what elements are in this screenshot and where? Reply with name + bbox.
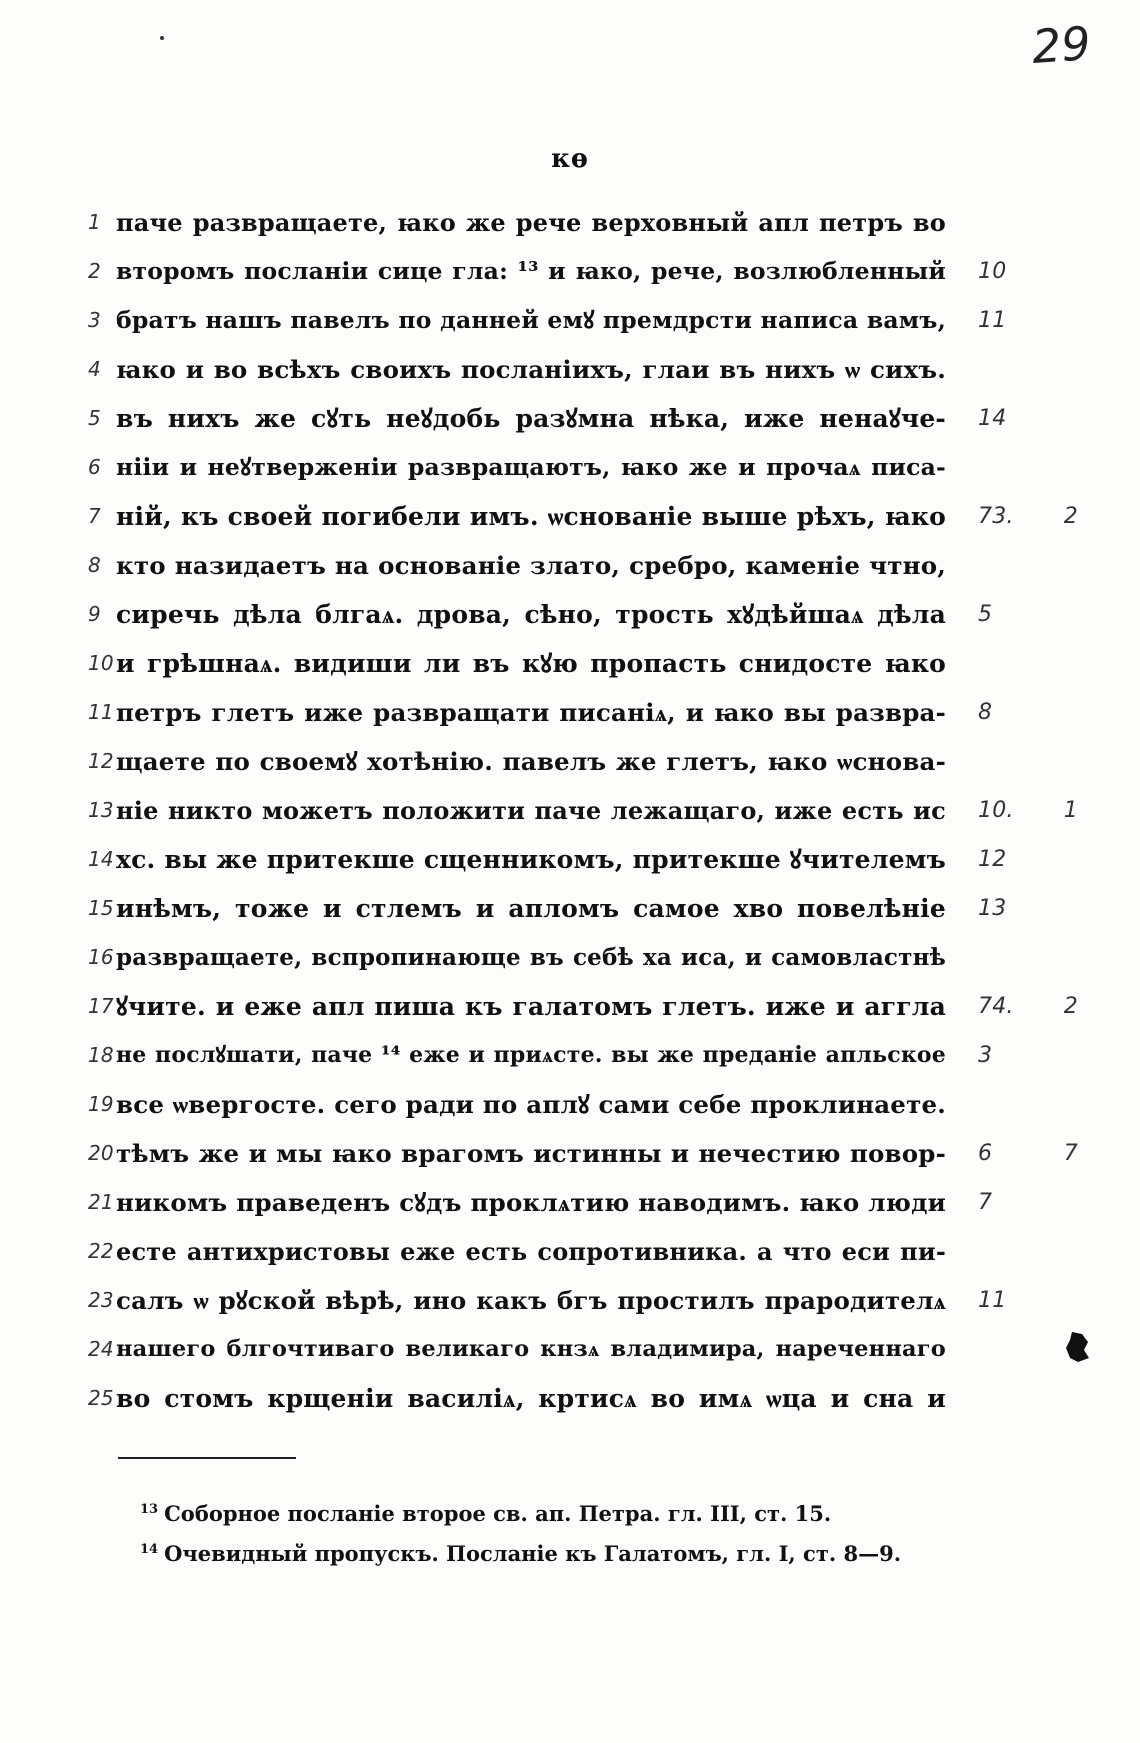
margin-annotation: 7 xyxy=(978,1190,993,1215)
text-line xyxy=(88,443,946,492)
line-text: нііи и неꙋтверженіи развращаютъ, ꙗко же и прочаѧ писа- xyxy=(116,453,946,481)
handwritten-page-number: 29 xyxy=(1030,16,1093,74)
margin-line-number: 20 xyxy=(88,1141,114,1165)
text-line xyxy=(88,1276,1007,1325)
line-text: все ѡвергосте. сего ради по аплꙋ сами себе проклинаете. xyxy=(116,1090,946,1119)
footnote-text: Соборное посланіе второе св. ап. Петра. гл. III, ст. 15. xyxy=(164,1501,832,1526)
margin-annotation: 11 xyxy=(978,308,1007,333)
line-text: не послꙋшати, паче ¹⁴ еже и приѧсте. вы же преданіе апльское xyxy=(116,1042,946,1068)
text-line xyxy=(88,1031,993,1080)
line-text: развращаете, вспропинающе въ себѣ ха иса, и самовластнѣ xyxy=(116,944,946,971)
margin-line-number: 1 xyxy=(88,210,101,234)
line-text: братъ нашъ павелъ по данней емꙋ премдрсти написа вамъ, xyxy=(116,306,946,334)
text-line xyxy=(88,1325,946,1374)
margin-line-number: 24 xyxy=(88,1337,114,1361)
margin-annotation: 74. 2 xyxy=(978,994,1078,1019)
margin-annotation: 13 xyxy=(978,896,1007,921)
margin-line-number: 19 xyxy=(88,1092,114,1116)
margin-line-number: 14 xyxy=(88,847,114,871)
margin-annotation: 5 xyxy=(978,602,993,627)
text-line xyxy=(88,737,946,786)
text-line xyxy=(88,198,946,247)
margin-line-number: 6 xyxy=(88,455,101,479)
margin-line-number: 13 xyxy=(88,798,114,822)
text-line xyxy=(88,1227,946,1276)
footnote-rule xyxy=(118,1457,296,1459)
line-text: есте антихристовы еже есть сопротивника. а что еси пи- xyxy=(116,1237,946,1266)
line-text: ній, къ своей погибели имъ. ѡснованіе выше рѣхъ, ꙗко xyxy=(116,502,946,531)
margin-annotation: 11 xyxy=(978,1288,1007,1313)
text-line xyxy=(88,982,1078,1031)
text-line xyxy=(88,639,946,688)
margin-line-number: 15 xyxy=(88,896,114,920)
footnotes xyxy=(140,1490,940,1570)
margin-line-number: 8 xyxy=(88,553,101,577)
margin-line-number: 25 xyxy=(88,1386,114,1410)
text-line xyxy=(88,1129,1078,1178)
margin-annotation: 10 xyxy=(978,259,1007,284)
text-line xyxy=(88,835,1007,884)
line-text: щаете по своемꙋ хотѣнію. павелъ же глетъ, ꙗко ѡснова- xyxy=(116,747,946,776)
footnote-14 xyxy=(140,1530,940,1570)
margin-line-number: 16 xyxy=(88,945,114,969)
margin-line-number: 2 xyxy=(88,259,101,283)
text-line xyxy=(88,492,1078,541)
text-line xyxy=(88,786,1078,835)
margin-line-number: 9 xyxy=(88,602,101,626)
text-line xyxy=(88,1374,946,1423)
margin-line-number: 4 xyxy=(88,357,101,381)
line-text: и грѣшнаѧ. видиши ли въ кꙋю пропасть снидосте ꙗко xyxy=(116,649,946,678)
footnote-mark: 13 xyxy=(140,1502,159,1517)
line-text: сиречь дѣла блгаѧ. дрова, сѣно, трость хꙋдѣйшаѧ дѣла xyxy=(116,600,946,629)
margin-annotation: 10. 1 xyxy=(978,798,1078,823)
margin-line-number: 21 xyxy=(88,1190,114,1214)
line-text: никомъ праведенъ сꙋдъ проклѧтию наводимъ. ꙗко люди xyxy=(116,1188,946,1217)
margin-line-number: 17 xyxy=(88,994,114,1018)
margin-line-number: 18 xyxy=(88,1043,114,1067)
line-text: паче развращаете, ꙗко же рече верховный апл петръ во xyxy=(116,208,946,237)
line-text: въ нихъ же сꙋть неꙋдобь разꙋмна нѣка, иже ненаꙋче- xyxy=(116,404,946,433)
text-line xyxy=(88,247,1007,296)
line-text: нашего блгочтиваго великаго кнзѧ владимира, нареченнаго xyxy=(116,1336,946,1362)
margin-annotation: 8 xyxy=(978,700,993,725)
margin-line-number: 22 xyxy=(88,1239,114,1263)
main-text-block xyxy=(88,198,1078,1423)
margin-annotation: 6 7 xyxy=(978,1141,1078,1166)
margin-line-number: 7 xyxy=(88,504,101,528)
line-text: инѣмъ, тоже и стлемъ и апломъ самое хво повелѣніе xyxy=(116,894,946,923)
text-line xyxy=(88,1080,946,1129)
margin-line-number: 5 xyxy=(88,406,101,430)
text-line xyxy=(88,1178,993,1227)
line-text: хс. вы же притекше сщенникомъ, притекше ꙋчителемъ xyxy=(116,845,946,874)
text-line xyxy=(88,688,993,737)
folio-number: кѳ xyxy=(551,144,589,174)
margin-line-number: 12 xyxy=(88,749,114,773)
line-text: ꙗко и во всѣхъ своихъ посланіихъ, глаи въ нихъ ѡ сихъ. xyxy=(116,355,946,384)
text-line xyxy=(88,296,1007,345)
footnote-13 xyxy=(140,1490,940,1530)
footnote-text: Очевидный пропускъ. Посланіе къ Галатомъ, гл. I, ст. 8—9. xyxy=(164,1541,902,1566)
text-line xyxy=(88,933,946,982)
margin-line-number: 10 xyxy=(88,651,114,675)
margin-line-number: 23 xyxy=(88,1288,114,1312)
line-text: петръ глетъ иже развращати писаніѧ, и ꙗко вы развра- xyxy=(116,698,946,727)
line-text: второмъ посланіи сице гла: ¹³ и ꙗко, рече, возлюбленный xyxy=(116,257,946,285)
line-text: салъ ѡ рꙋской вѣрѣ, ино какъ бгъ простилъ прародителѧ xyxy=(116,1286,946,1315)
line-text: ніе никто можетъ положити паче лежащаго, иже есть ис xyxy=(116,796,946,825)
text-line xyxy=(88,884,1007,933)
text-line xyxy=(88,345,946,394)
margin-annotation: 14 xyxy=(978,406,1007,431)
line-text: кто назидаетъ на основаніе злато, сребро, каменіе чтно, xyxy=(116,551,946,580)
ink-blot xyxy=(1064,1330,1090,1364)
margin-line-number: 11 xyxy=(88,700,114,724)
footnote-mark: 14 xyxy=(140,1542,159,1557)
margin-line-number: 3 xyxy=(88,308,101,332)
margin-annotation: 73. 2 xyxy=(978,504,1078,529)
margin-annotation: 12 xyxy=(978,847,1007,872)
line-text: во стомъ крщеніи василіѧ, кртисѧ во имѧ ѡца и сна и xyxy=(116,1384,946,1413)
text-line xyxy=(88,394,1007,443)
line-text: тѣмъ же и мы ꙗко врагомъ истинны и нечестию повор- xyxy=(116,1139,946,1168)
line-text: ꙋчите. и еже апл пиша къ галатомъ глетъ. иже и аггла xyxy=(116,992,946,1021)
text-line xyxy=(88,541,946,590)
ink-speck xyxy=(160,36,164,40)
margin-annotation: 3 xyxy=(978,1043,993,1068)
text-line xyxy=(88,590,993,639)
